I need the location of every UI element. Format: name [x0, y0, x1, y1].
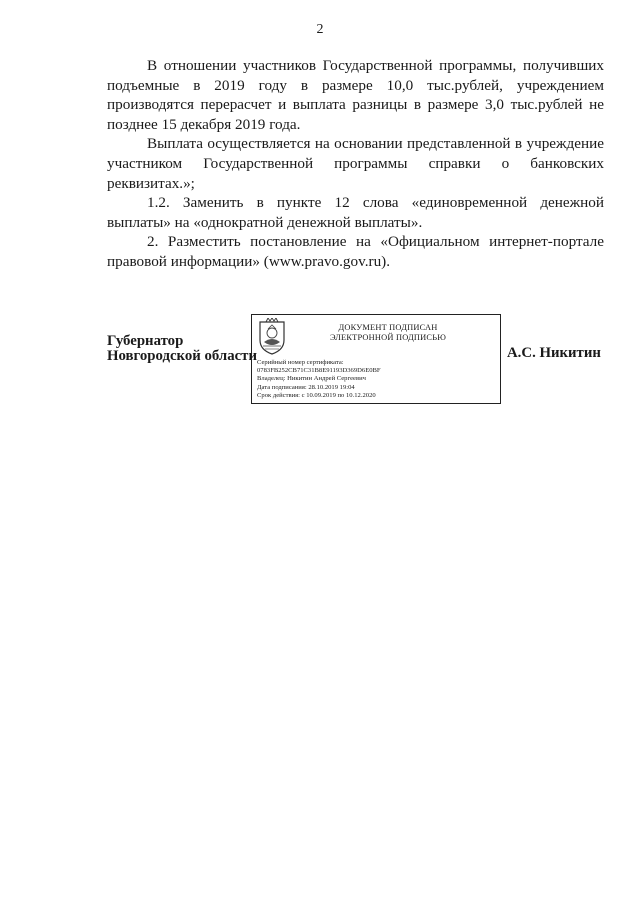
electronic-signature-stamp — [251, 314, 501, 404]
signer-name: А.С. Никитин — [507, 345, 601, 361]
paragraph-item-2: 2. Разместить постановление на «Официальном интернет-портале правовой информации» (www.pravo.gov.ru). — [107, 233, 604, 270]
stamp-serial-value: 0783FB252CB71C31B8E91193D369D6E0BF — [257, 367, 381, 375]
document-body — [107, 56, 604, 272]
stamp-header-line1: ДОКУМЕНТ ПОДПИСАН — [338, 323, 438, 332]
signer-title — [107, 334, 257, 364]
stamp-validity: Срок действия: с 10.09.2019 по 10.12.2020 — [257, 391, 376, 399]
stamp-serial-label: Серийный номер сертификата: — [257, 359, 344, 366]
stamp-signed-date: Дата подписания: 28.10.2019 19:04 — [257, 383, 355, 391]
coat-of-arms-icon — [257, 318, 287, 356]
page-number: 2 — [316, 22, 324, 37]
signer-title-line1: Губернатор — [107, 333, 184, 349]
stamp-header-line2: ЭЛЕКТРОННОЙ ПОДПИСЬЮ — [329, 333, 447, 342]
paragraph-recalculation: В отношении участников Государственной программы, получивших подъемные в 2019 году в размере 10,0 тыс.рублей, учреждением производятся перерасчет и выплата разницы в размере 3,0 тыс.рублей не позднее 15 декабря 2019 года. — [107, 57, 604, 133]
signer-title-line2: Новгородской области — [107, 348, 257, 364]
paragraph-payment-basis: Выплата осуществляется на основании представленной в учреждение участником Государственной программы справки о банковских реквизитах.»; — [107, 135, 604, 192]
paragraph-item-1-2: 1.2. Заменить в пункте 12 слова «единовременной денежной выплаты» на «однократной денежной выплаты». — [107, 194, 604, 231]
stamp-owner: Владелец: Никитин Андрей Сергеевич — [257, 375, 366, 383]
stamp-header — [288, 323, 488, 343]
stamp-details — [257, 359, 381, 400]
